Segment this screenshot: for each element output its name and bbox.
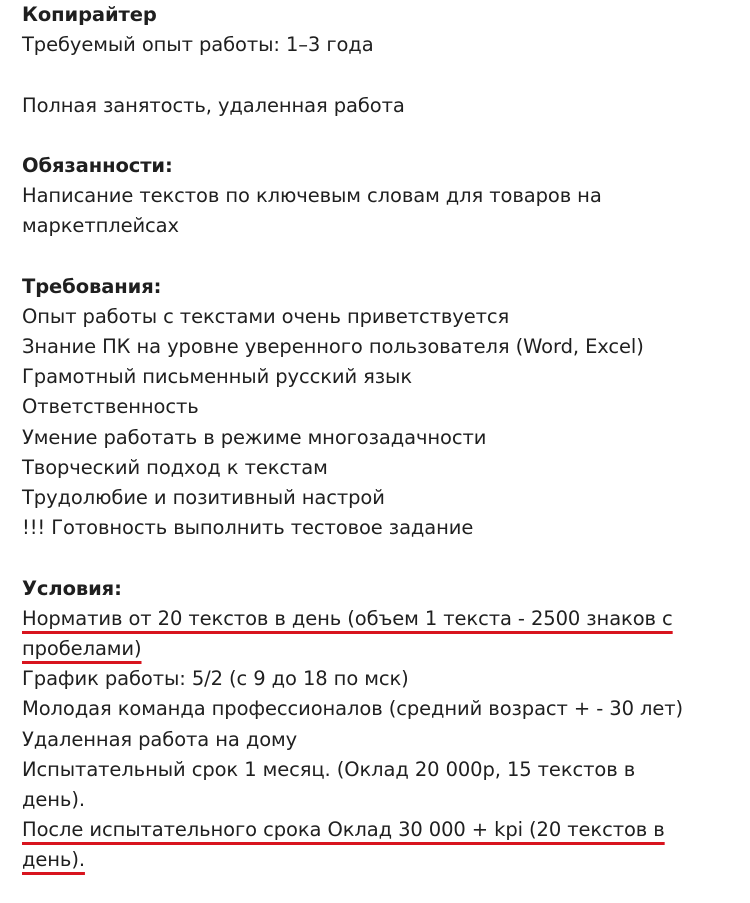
spacer (22, 60, 737, 90)
requirements-heading: Требования: (22, 274, 162, 298)
red-underline-highlight: пробелами) (22, 636, 142, 660)
spacer (22, 242, 737, 272)
spacer (22, 121, 737, 151)
condition-line: день). (22, 787, 85, 811)
job-title: Копирайтер (22, 3, 157, 26)
spacer (22, 543, 737, 573)
condition-line-highlighted (22, 815, 737, 845)
red-underline-highlight: Норматив от 20 текстов в день (объем 1 текста - 2500 знаков с (22, 606, 673, 630)
job-posting (22, 0, 737, 875)
condition-line: Испытательный срок 1 месяц. (Оклад 20 000р, 15 текстов в (22, 757, 636, 781)
requirement-item: !!! Готовность выполнить тестовое задание (22, 516, 474, 540)
condition-line-highlighted (22, 604, 737, 634)
condition-line: График работы: 5/2 (с 9 до 18 по мск) (22, 667, 409, 691)
experience-line: Требуемый опыт работы: 1–3 года (22, 33, 374, 57)
condition-line: Удаленная работа на дому (22, 727, 298, 751)
requirement-item: Грамотный письменный русский язык (22, 365, 413, 389)
duties-heading: Обязанности: (22, 153, 173, 177)
condition-line-highlighted (22, 634, 737, 664)
condition-line: Молодая команда профессионалов (средний возраст + - 30 лет) (22, 697, 684, 721)
requirement-item: Умение работать в режиме многозадачности (22, 425, 487, 449)
duties-line: Написание текстов по ключевым словам для товаров на (22, 184, 602, 208)
employment-line: Полная занятость, удаленная работа (22, 93, 405, 117)
requirement-item: Опыт работы с текстами очень приветствуется (22, 304, 510, 328)
conditions-heading: Условия: (22, 576, 122, 600)
duties-line: маркетплейсах (22, 214, 179, 238)
requirement-item: Творческий подход к текстам (22, 455, 328, 479)
red-underline-highlight: После испытательного срока Оклад 30 000 + kpi (20 текстов в (22, 818, 665, 842)
red-underline-highlight: день). (22, 848, 85, 872)
requirement-item: Трудолюбие и позитивный настрой (22, 486, 385, 509)
condition-line-highlighted (22, 845, 737, 875)
requirement-item: Ответственность (22, 395, 199, 419)
requirement-item: Знание ПК на уровне уверенного пользователя (Word, Excel) (22, 335, 644, 359)
